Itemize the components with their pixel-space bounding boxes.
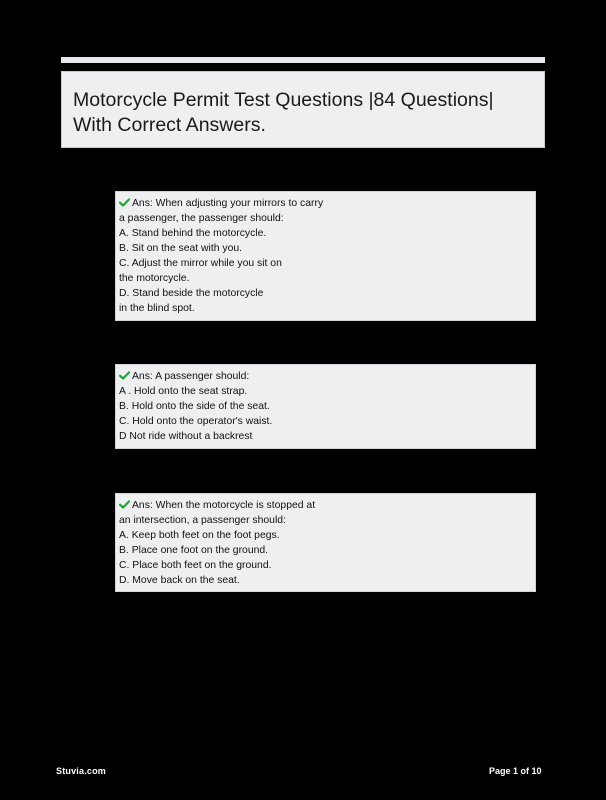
- answer-card: [115, 191, 536, 321]
- answer-text: Ans: A passenger should:: [132, 371, 250, 382]
- option-c: C. Place both feet on the ground.: [119, 560, 272, 571]
- option-a: A. Stand behind the motorcycle.: [119, 228, 267, 239]
- answer-line: [119, 498, 535, 513]
- card-line: the motorcycle.: [119, 273, 190, 284]
- option-d: D Not ride without a backrest: [119, 431, 253, 442]
- answer-card: [115, 493, 536, 592]
- answer-line: [119, 369, 535, 384]
- option-c: C. Hold onto the operator's waist.: [119, 416, 273, 427]
- option-c: C. Adjust the mirror while you sit on: [119, 258, 282, 269]
- page-title: Motorcycle Permit Test Questions |84 Questions| With Correct Answers.: [73, 89, 494, 136]
- option-b: B. Hold onto the side of the seat.: [119, 401, 270, 412]
- card-line: in the blind spot.: [119, 303, 195, 314]
- answer-text: Ans: When the motorcycle is stopped at: [132, 500, 316, 511]
- footer-site: Stuvia.com: [56, 766, 107, 776]
- check-icon: [119, 500, 130, 509]
- card-line: a passenger, the passenger should:: [119, 213, 284, 224]
- card-line: an intersection, a passenger should:: [119, 515, 286, 526]
- footer-page-number: Page 1 of 10: [489, 766, 542, 776]
- option-d: D. Stand beside the motorcycle: [119, 288, 264, 299]
- option-a: A . Hold onto the seat strap.: [119, 386, 248, 397]
- answer-card: [115, 364, 536, 449]
- option-b: B. Place one foot on the ground.: [119, 545, 269, 556]
- title-box: [61, 71, 545, 148]
- check-icon: [119, 198, 130, 207]
- option-d: D. Move back on the seat.: [119, 575, 240, 586]
- answer-line: [119, 196, 535, 211]
- option-a: A. Keep both feet on the foot pegs.: [119, 530, 280, 541]
- check-icon: [119, 371, 130, 380]
- option-b: B. Sit on the seat with you.: [119, 243, 243, 254]
- top-divider: [61, 57, 545, 63]
- answer-text: Ans: When adjusting your mirrors to carry: [132, 198, 324, 209]
